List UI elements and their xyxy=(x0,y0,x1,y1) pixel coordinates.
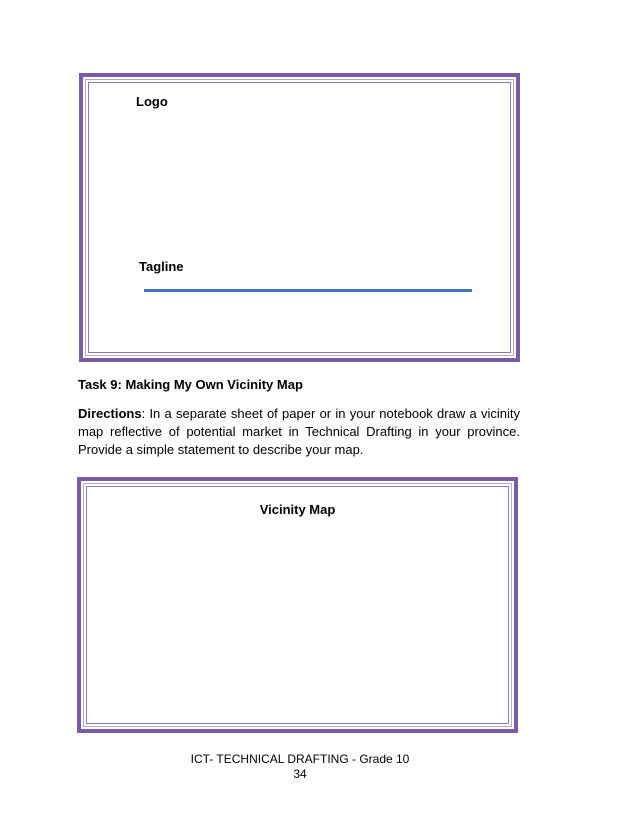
logo-tagline-frame xyxy=(79,73,520,362)
tagline-label: Tagline xyxy=(139,259,184,274)
page-footer xyxy=(0,752,600,782)
footer-course: ICT- TECHNICAL DRAFTING - Grade 10 xyxy=(190,752,410,766)
task-title: Task 9: Making My Own Vicinity Map xyxy=(78,377,303,392)
logo-label: Logo xyxy=(136,94,168,109)
directions-lead: Directions xyxy=(78,406,142,421)
directions-text: : In a separate sheet of paper or in your notebook draw a vicinity map reflective of potential market in Technical Drafting in your province. Provide a simple statement to describe your map. xyxy=(78,406,520,457)
vicinity-map-title: Vicinity Map xyxy=(259,502,336,517)
vicinity-map-frame xyxy=(77,477,518,733)
page-number: 34 xyxy=(293,767,307,781)
tagline-underline xyxy=(144,289,472,292)
directions-paragraph xyxy=(78,405,520,459)
